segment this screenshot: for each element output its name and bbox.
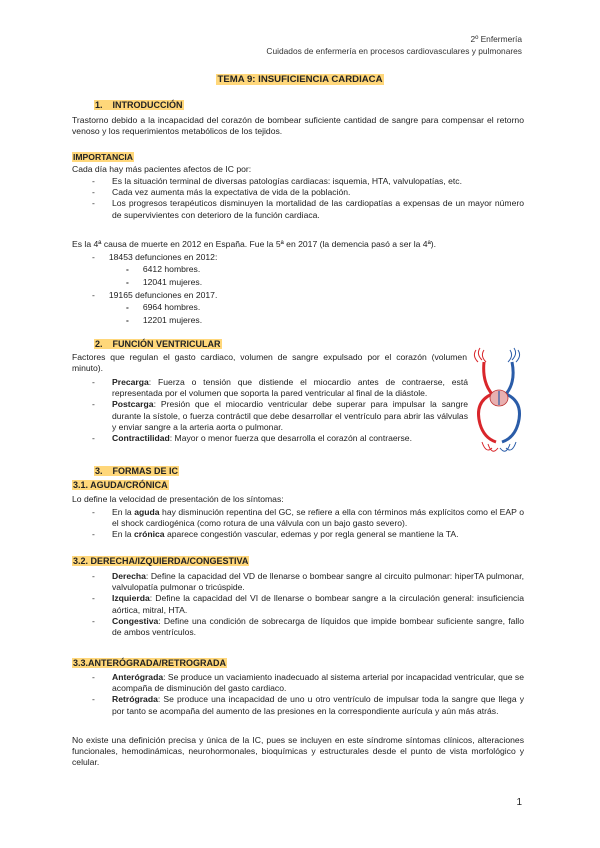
subsection-3-2-title: 3.2. DERECHA/IZQUIERDA/CONGESTIVA xyxy=(73,556,249,566)
section-1-number: 1. xyxy=(95,100,103,110)
subsection-3-3-heading xyxy=(72,658,227,669)
stat-2017-text: 19165 defunciones en 2017. xyxy=(108,290,218,300)
lung-capillaries xyxy=(474,348,519,362)
list-item-contractilidad: - Contractilidad: Mayor o menor fuerza que desarrolla el corazón al contraerse. xyxy=(92,433,412,444)
intro-paragraph: Trastorno debido a la incapacidad del corazón de bombear suficiente cantidad de sangre para compensar el retorno venoso y los requerimientos metabólicos de los tejidos. xyxy=(72,115,524,137)
section-2-number: 2. xyxy=(95,339,103,349)
list-item-aguda: - En la aguda hay disminución repentina del GC, se refiere a ella con términos más explícitos como el EAP o el shock cardiogénica (como rotura de una válvula con un bajo gasto severo). xyxy=(92,507,524,529)
causa-paragraph: Es la 4ª causa de muerte en 2012 en España. Fue la 5ª en 2017 (la demencia pasó a ser la 4ª). xyxy=(72,239,437,249)
page-number: 1 xyxy=(516,797,522,808)
section-1-title: INTRODUCCIÓN xyxy=(112,100,183,110)
list-item-anterograda: - Anterógrada: Se produce un vaciamiento inadecuado al sistema arterial por incapacidad ventricular, que se acompaña de disminución del gasto cardiaco. xyxy=(92,672,524,694)
list-item-izquierda: - Izquierda: Define la capacidad del VI de llenarse o bombear sangre a la circulación general: insuficiencia aórtica, mitral, HTA. xyxy=(92,593,524,615)
anterograda-list xyxy=(92,672,524,717)
section-3-title: FORMAS DE IC xyxy=(112,466,179,476)
importancia-lead: Cada día hay más pacientes afectos de IC por: xyxy=(72,164,252,174)
importancia-heading-text: IMPORTANCIA xyxy=(73,152,133,162)
list-item: - Cada vez aumenta más la expectativa de vida de la población. xyxy=(92,187,351,198)
section-2-heading xyxy=(94,339,222,350)
subsection-3-3-title: 3.3.ANTERÓGRADA/RETROGRADA xyxy=(73,658,227,668)
title-text: TEMA 9: INSUFICIENCIA CARDIACA xyxy=(217,74,383,85)
header-course: 2º Enfermería xyxy=(470,34,522,44)
subsection-3-1-title: 3.1. AGUDA/CRÓNICA xyxy=(73,480,168,490)
importancia-list xyxy=(92,176,524,221)
list-item-retrograda: - Retrógrada: Se produce una incapacidad de uno u otro ventrículo de impulsar toda la sangre que llega y por tanto se acompaña del aumento de las presiones en la correspondiente aurícula y aún más atrás. xyxy=(92,694,524,716)
aguda-cronica-list xyxy=(92,507,524,541)
list-item-derecha: - Derecha: Define la capacidad del VD de llenarse o bombear sangre al circuito pulmonar: hiperTA pulmonar, valvulopatía pulmonar o tricúspide. xyxy=(92,571,524,593)
subsection-3-2-heading xyxy=(72,556,249,567)
subsection-3-1-heading xyxy=(72,480,169,491)
list-item-congestiva: - Congestiva: Define una condición de sobrecarga de líquidos que impide bombear suficiente sangre, fallo de ambos ventrículos. xyxy=(92,615,524,638)
circulation-diagram xyxy=(470,342,528,460)
stats-2017: - 19165 defunciones en 2017. xyxy=(92,290,218,300)
aguda-cronica-lead: Lo define la velocidad de presentación de los síntomas: xyxy=(72,494,284,504)
stats-2017-men: - 6964 hombres. xyxy=(126,302,201,312)
importancia-heading xyxy=(72,152,134,163)
section-2-title: FUNCIÓN VENTRICULAR xyxy=(112,339,221,349)
section-1-heading xyxy=(94,100,184,111)
heart-icon xyxy=(490,390,508,406)
stats-2012-men: - 6412 hombres. xyxy=(126,264,201,274)
header-subject: Cuidados de enfermería en procesos cardiovasculares y pulmonares xyxy=(266,46,522,56)
closing-paragraph: No existe una definición precisa y única de la IC, pues se incluyen en este síndrome síntomas clínicos, alteraciones funcionales, hemodinámicas, neurohormonales, bioquímicas y estructurales desde el punto de vista morfológico y celular. xyxy=(72,735,524,768)
section-3-number: 3. xyxy=(95,466,103,476)
stats-2012-women: - 12041 mujeres. xyxy=(126,277,203,287)
section-3-heading xyxy=(94,466,179,477)
derecha-izquierda-list xyxy=(92,571,524,638)
list-item: - Es la situación terminal de diversas patologías cardiacas: isquemia, HTA, valvulopatías, etc. xyxy=(92,176,462,186)
body-capillaries xyxy=(482,442,516,451)
page-title xyxy=(0,74,600,85)
stats-2017-women: - 12201 mujeres. xyxy=(126,315,203,325)
funcion-lead: Factores que regulan el gasto cardiaco, volumen de sangre expulsado por el corazón (volumen minuto). xyxy=(72,352,467,374)
list-item-precarga: - Precarga: Fuerza o tensión que distiende el miocardio antes de contraerse, está representada por el volumen que soporta la pared ventricular al final de la diástole. xyxy=(92,377,468,399)
list-item: - Los progresos terapéuticos disminuyen la mortalidad de las cardiopatías a expensas de un mayor número de supervivientes con deterioro de la función cardiaca. xyxy=(92,198,524,220)
funcion-list xyxy=(92,377,468,444)
stat-2012-text: 18453 defunciones en 2012: xyxy=(108,252,218,262)
list-item-cronica: - En la crónica aparece congestión vascular, edemas y por regla general se mantiene la TA. xyxy=(92,529,459,540)
list-item-postcarga: - Postcarga: Presión que el miocardio ventricular debe superar para impulsar la sangre durante la sístole, o fuerza contráctil que debe desarrollar el ventrículo para abrir las válvulas y enviar sangre a la arteria aorta o pulmonar. xyxy=(92,399,468,432)
stats-2012: - 18453 defunciones en 2012: xyxy=(92,252,218,262)
